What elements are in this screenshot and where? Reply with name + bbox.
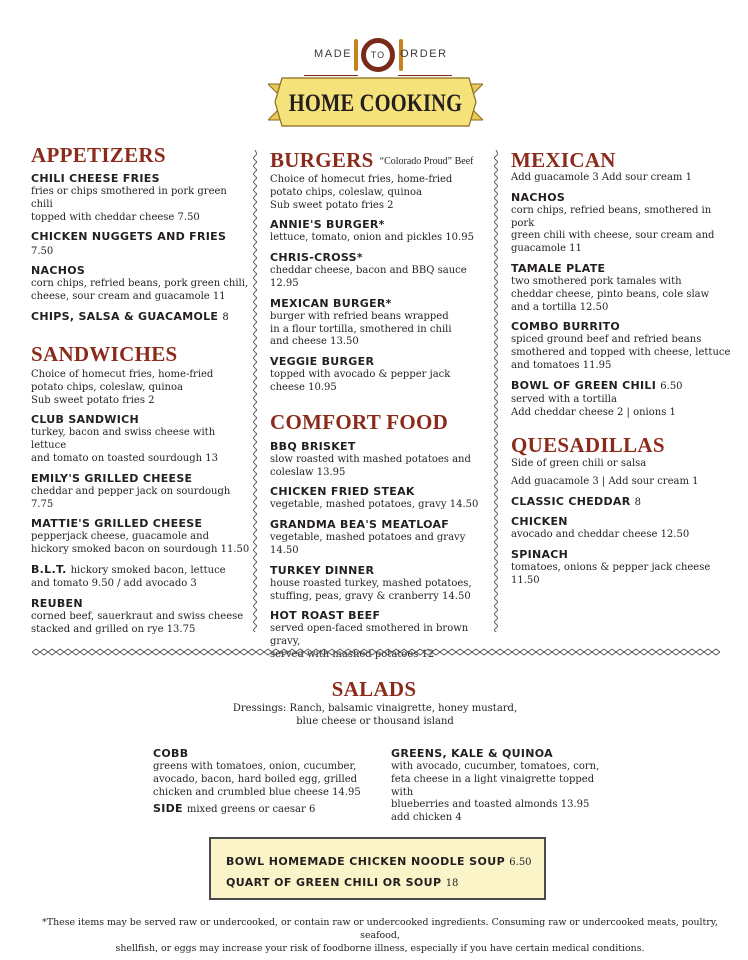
item-desc: add chicken 4 [391, 812, 462, 824]
item-name-text: CLASSIC CHEDDAR [511, 494, 631, 508]
item-name: REUBEN [31, 596, 83, 610]
item-price: 7.50 [31, 246, 54, 258]
item-name: EMILY'S GRILLED CHEESE [31, 471, 193, 485]
item-desc: with avocado, cucumber, tomatoes, corn, [391, 761, 600, 772]
section-intro: Sub sweet potato fries 2 [270, 199, 394, 211]
menu-item [31, 597, 251, 637]
logo-title: HOME COOKING [288, 90, 463, 117]
item-desc: served with a tortilla [511, 393, 617, 405]
burgers-title: BURGERS [270, 148, 374, 172]
item-name-text: CHIPS, SALSA & GUACAMOLE [31, 309, 219, 323]
item-desc: guacamole 11 [511, 243, 582, 255]
item-name: TAMALE PLATE [511, 261, 606, 275]
burgers-note: “Colorado Proud” Beef [379, 156, 474, 167]
mexican-title: MEXICAN [511, 148, 616, 172]
menu-item [270, 297, 492, 349]
item-price: 8 [634, 496, 641, 508]
item-desc: spiced ground beef and refried beans [511, 334, 702, 346]
item-desc: and tomatoes 11.95 [511, 359, 612, 371]
item-desc: and cheese 13.50 [270, 336, 359, 348]
item-desc: cheese 10.95 [270, 381, 337, 393]
item-name-text: B.L.T. [31, 562, 67, 576]
item-price: 6.50 [509, 857, 532, 868]
horizontal-divider [32, 648, 720, 656]
item-inline-desc: hickory smoked bacon, lettuce [70, 564, 226, 576]
item-desc: house roasted turkey, mashed potatoes, [270, 577, 472, 589]
item-name: SPINACH [511, 547, 569, 561]
salads-dressings [230, 702, 520, 728]
item-desc: and tomato on toasted sourdough 13 [31, 452, 218, 464]
menu-item [511, 191, 733, 256]
menu-item [511, 320, 733, 372]
item-price: 8 [222, 311, 229, 323]
item-desc: cheese, sour cream and guacamole 11 [31, 291, 226, 303]
item-desc: cheddar cheese, pinto beans, cole slaw [511, 288, 710, 300]
menu-item [511, 262, 733, 314]
item-name: CHRIS-CROSS* [270, 251, 363, 265]
item-name: TURKEY DINNER [270, 563, 375, 577]
section-intro: Add guacamole 3 Add sour cream 1 [511, 172, 692, 183]
item-desc: topped with cheddar cheese 7.50 [31, 211, 200, 223]
footnote-line: *These items may be served raw or undercooked, or contain raw or undercooked ingredients. Consuming raw or undercooked meats, poultry, seafood, [42, 917, 718, 941]
item-name [31, 230, 251, 259]
logo-ribbon-banner [268, 76, 483, 128]
salads-title: SALADS [331, 677, 417, 701]
section-intro: potato chips, coleslaw, quinoa [270, 186, 422, 198]
item-desc: corn chips, refried beans, smothered in pork [511, 204, 712, 229]
item-desc: corn chips, refried beans, pork green chili, [31, 278, 249, 290]
fork-icon [354, 39, 358, 71]
menu-item [31, 563, 251, 591]
menu-item [31, 264, 251, 304]
menu-item [31, 517, 251, 557]
item-desc: chicken and crumbled blue cheese 14.95 [153, 786, 361, 798]
item-name [31, 310, 251, 325]
item-name: NACHOS [31, 264, 86, 278]
item-desc: and a tortilla 12.50 [511, 301, 609, 313]
item-desc: coleslaw 13.95 [270, 466, 346, 478]
section-intro: Sub sweet potato fries 2 [31, 394, 155, 406]
item-name: CHICKEN [511, 514, 568, 528]
vertical-divider-left [253, 150, 257, 632]
menu-item [270, 485, 492, 512]
item-name: CHICKEN FRIED STEAK [270, 485, 415, 499]
item-inline-desc: mixed greens or caesar 6 [186, 804, 316, 816]
section-intro: Add guacamole 3 | Add sour cream 1 [511, 476, 699, 488]
section-intro: Choice of homecut fries, home-fried [31, 368, 214, 380]
soup-item [226, 852, 544, 873]
item-desc: served with mashed potatoes 12 [270, 648, 435, 660]
item-name: COMBO BURRITO [511, 320, 621, 334]
item-name [153, 802, 373, 817]
menu-item [511, 379, 733, 420]
item-name: HOT ROAST BEEF [270, 609, 381, 623]
quesadillas-title: QUESADILLAS [511, 433, 665, 458]
menu-item [511, 515, 733, 542]
burgers-title-row [270, 148, 492, 174]
column-left [31, 143, 251, 636]
menu-item [270, 518, 492, 558]
item-desc: in a flour tortilla, smothered in chili [270, 323, 452, 335]
comfort-food-title: COMFORT FOOD [270, 409, 449, 434]
section-intro: Side of green chili or salsa [511, 458, 647, 470]
item-desc: tomatoes, onions & pepper jack cheese 11.50 [511, 561, 711, 586]
column-right [511, 148, 733, 587]
menu-item [31, 472, 251, 512]
menu-item [270, 440, 492, 480]
item-name: GRANDMA BEA'S MEATLOAF [270, 518, 450, 532]
item-name [511, 379, 733, 394]
menu-item [31, 310, 251, 325]
item-name: MATTIE'S GRILLED CHEESE [31, 517, 203, 531]
item-name: CLUB SANDWICH [31, 413, 140, 427]
footnote [24, 916, 736, 955]
item-price: 18 [445, 878, 459, 889]
item-name [511, 495, 733, 510]
dressings-line: Dressings: Ranch, balsamic vinaigrette, honey mustard, [232, 703, 518, 714]
menu-item [270, 564, 492, 604]
menu-item [511, 495, 733, 510]
salad-column-left [153, 747, 373, 817]
item-name-text: BOWL OF GREEN CHILI [511, 378, 657, 392]
item-name: BBQ BRISKET [270, 439, 356, 453]
menu-item [511, 548, 733, 588]
menu-item [270, 251, 492, 291]
item-name: ANNIE'S BURGER* [270, 218, 385, 232]
item-name: COBB [153, 747, 189, 760]
item-name: VEGGIE BURGER [270, 355, 375, 369]
soup-name: BOWL HOMEMADE CHICKEN NOODLE SOUP [226, 855, 506, 868]
item-desc: and tomato 9.50 / add avocado 3 [31, 577, 197, 589]
item-name: CHILI CHEESE FRIES [31, 172, 160, 185]
item-name: NACHOS [511, 190, 566, 204]
item-desc: cheddar cheese, bacon and BBQ sauce 12.95 [270, 265, 467, 289]
item-desc: green chili with cheese, sour cream and [511, 230, 715, 242]
vertical-divider-right [494, 150, 498, 632]
column-center [270, 148, 492, 662]
item-price: 6.50 [660, 380, 683, 392]
item-desc: stacked and grilled on rye 13.75 [31, 623, 196, 635]
soup-box [209, 837, 546, 900]
item-desc: feta cheese in a light vinaigrette topped with [391, 773, 595, 798]
item-desc: lettuce, tomato, onion and pickles 10.95 [270, 232, 474, 244]
logo-to-text: TO [370, 50, 386, 60]
item-desc: avocado, bacon, hard boiled egg, grilled [153, 773, 358, 785]
logo-order-text: ORDER [400, 48, 448, 60]
item-desc: vegetable, mashed potatoes, gravy 14.50 [270, 499, 479, 511]
item-desc: smothered and topped with cheese, lettuce [511, 347, 731, 359]
item-desc: vegetable, mashed potatoes and gravy 14.50 [270, 532, 466, 556]
footnote-line: shellfish, or eggs may increase your risk of foodborne illness, especially if you have certain medical conditions. [115, 943, 645, 954]
menu-item [31, 172, 251, 224]
soup-name: QUART OF GREEN CHILI OR SOUP [226, 876, 442, 889]
item-desc: corned beef, sauerkraut and swiss cheese [31, 610, 244, 622]
item-name-text: CHICKEN NUGGETS AND FRIES [31, 230, 227, 244]
menu-item [270, 218, 492, 245]
appetizers-title: APPETIZERS [31, 143, 166, 167]
item-desc: served open-faced smothered in brown gravy, [270, 623, 469, 648]
item-desc: topped with avocado & pepper jack [270, 369, 451, 381]
item-desc: two smothered pork tamales with [511, 275, 682, 287]
item-name [31, 563, 251, 578]
menu-item [270, 355, 492, 395]
item-desc: turkey, bacon and swiss cheese with lettuce [31, 427, 216, 452]
menu-item [31, 413, 251, 465]
item-name: GREENS, KALE & QUINOA [391, 747, 553, 760]
item-desc: blueberries and toasted almonds 13.95 [391, 799, 590, 811]
menu-item [31, 230, 251, 259]
plate-icon [361, 38, 395, 72]
item-desc: cheddar and pepper jack on sourdough 7.75 [31, 485, 231, 510]
item-desc: greens with tomatoes, onion, cucumber, [153, 761, 357, 772]
item-name-text: SIDE [153, 802, 183, 816]
item-desc: slow roasted with mashed potatoes and [270, 453, 471, 465]
section-intro: Choice of homecut fries, home-fried [270, 174, 453, 185]
section-intro: potato chips, coleslaw, quinoa [31, 381, 183, 393]
sandwiches-title: SANDWICHES [31, 341, 178, 366]
item-desc: hickory smoked bacon on sourdough 11.50 [31, 544, 250, 556]
item-desc: stuffing, peas, gravy & cranberry 14.50 [270, 590, 471, 602]
home-cooking-logo [268, 30, 483, 130]
item-desc: fries or chips smothered in pork green chili [31, 186, 227, 210]
item-desc: Add cheddar cheese 2 | onions 1 [511, 406, 676, 418]
item-desc: pepperjack cheese, guacamole and [31, 531, 209, 543]
item-desc: avocado and cheddar cheese 12.50 [511, 528, 690, 540]
item-desc: burger with refried beans wrapped [270, 310, 449, 322]
soup-item [226, 873, 544, 894]
dressings-line: blue cheese or thousand island [296, 716, 454, 727]
salad-column-right [391, 747, 611, 825]
logo-made-text: MADE [314, 48, 353, 60]
item-name: MEXICAN BURGER* [270, 296, 392, 310]
